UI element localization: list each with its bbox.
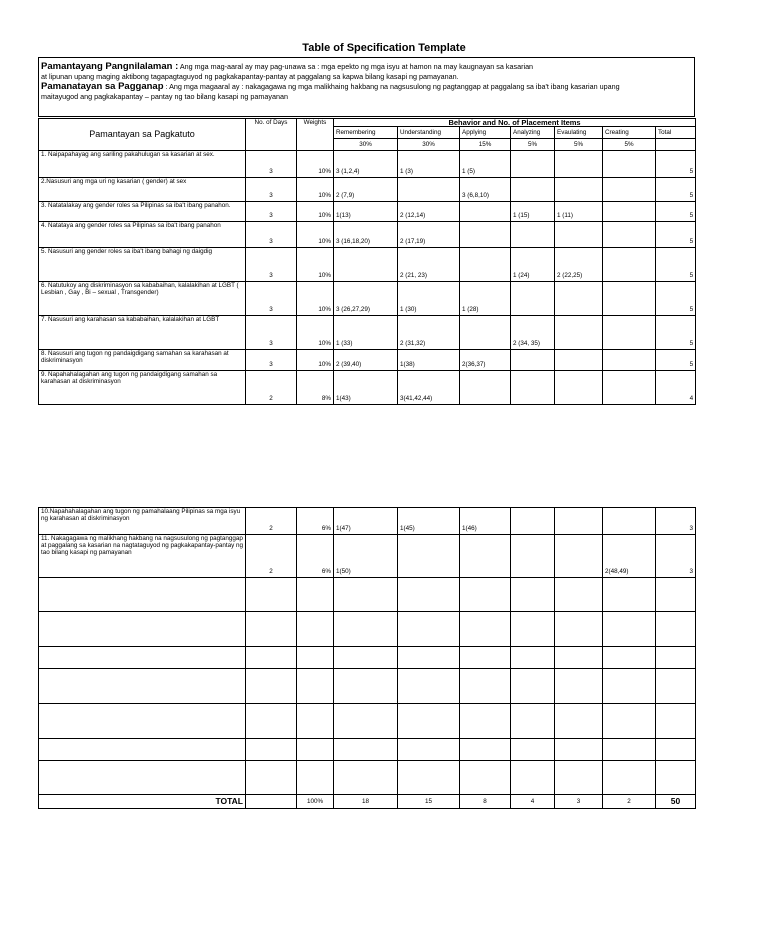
empty-cell [334, 739, 398, 761]
table-row [39, 222, 696, 248]
days-cell: 2 [246, 535, 297, 578]
days-cell: 3 [246, 316, 297, 350]
analyzing-cell: 1 (24) [511, 248, 555, 282]
content-standard-text: Ang mga mag-aaral ay may pag-unawa sa : mga epekto ng mga isyu at hamon na may kaugnayan sa kasarian [179, 62, 534, 71]
table-row [39, 316, 696, 350]
empty-cell [334, 612, 398, 647]
empty-cell [603, 739, 656, 761]
empty-cell [555, 578, 603, 612]
empty-cell [460, 578, 511, 612]
empty-cell [656, 612, 696, 647]
remembering-cell: 1(13) [334, 202, 398, 222]
weight-cell: 6% [297, 508, 334, 535]
analyzing-cell: 2 (34, 35) [511, 316, 555, 350]
empty-cell [603, 578, 656, 612]
total-cell: 5 [656, 178, 696, 202]
page-title: Table of Specification Template [302, 42, 466, 54]
empty-cell [334, 647, 398, 669]
weight-cell: 10% [297, 350, 334, 371]
performance-standard-cont: maitayugod ang pagkakapantay – pantay ng tao bilang kasapi ng pamayanan [41, 92, 288, 101]
understanding-cell: 2 (21, 23) [398, 248, 460, 282]
weight-cell: 10% [297, 282, 334, 316]
level-applying: Applying [460, 127, 511, 139]
empty-cell [511, 647, 555, 669]
empty-cell [460, 704, 511, 739]
total-cell: 5 [656, 202, 696, 222]
specification-table [38, 118, 696, 405]
empty-cell [39, 739, 246, 761]
table-row [39, 202, 696, 222]
competency-cell: 8. Nasusuri ang tugon ng pandaigdigang samahan sa karahasan at diskriminasyon [39, 350, 246, 371]
applying-cell [460, 248, 511, 282]
applying-cell: 3 (6,8,10) [460, 178, 511, 202]
weight-cell: 10% [297, 202, 334, 222]
pct-applying: 15% [460, 139, 511, 151]
total-creating-cell: 2 [603, 795, 656, 809]
pct-evaluating: 5% [555, 139, 603, 151]
totals-row [39, 795, 696, 809]
creating-cell: 2(48,49) [603, 535, 656, 578]
creating-cell [603, 508, 656, 535]
understanding-cell: 1(45) [398, 508, 460, 535]
total-label: TOTAL [39, 795, 246, 809]
level-understanding: Understanding [398, 127, 460, 139]
empty-cell [246, 761, 297, 795]
empty-cell [460, 669, 511, 704]
empty-cell [39, 612, 246, 647]
table-row [39, 178, 696, 202]
total-cell: 5 [656, 350, 696, 371]
level-remembering: Remembering [334, 127, 398, 139]
empty-cell [603, 647, 656, 669]
total-cell: 3 [656, 535, 696, 578]
total-cell: 5 [656, 248, 696, 282]
weight-cell: 10% [297, 316, 334, 350]
table-row [39, 350, 696, 371]
total-cell: 5 [656, 151, 696, 178]
competency-cell: 1. Naipapahayag ang sariling pakahulugan sa kasarian at sex. [39, 151, 246, 178]
empty-cell [297, 647, 334, 669]
performance-standard-text: : Ang mga magaaral ay : nakagagawa ng mga malikhaing hakbang na nagsusulong ng pagtanggap at paggalang sa iba't ibang kasarian upang [165, 82, 620, 91]
total-cell: 5 [656, 222, 696, 248]
total-cell: 5 [656, 316, 696, 350]
total-understanding-cell: 15 [398, 795, 460, 809]
evaluating-cell: 2 (22,25) [555, 248, 603, 282]
remembering-cell: 1(47) [334, 508, 398, 535]
empty-cell [246, 739, 297, 761]
empty-cell [555, 669, 603, 704]
empty-cell [246, 612, 297, 647]
empty-row [39, 739, 696, 761]
total-header: Total [656, 127, 696, 139]
applying-cell [460, 222, 511, 248]
applying-cell: 1(46) [460, 508, 511, 535]
days-cell: 3 [246, 222, 297, 248]
empty-cell [656, 647, 696, 669]
total-weight-cell: 100% [297, 795, 334, 809]
empty-cell [297, 669, 334, 704]
pct-creating: 5% [603, 139, 656, 151]
days-cell: 3 [246, 282, 297, 316]
empty-cell [656, 578, 696, 612]
understanding-cell [398, 178, 460, 202]
creating-cell [603, 350, 656, 371]
competency-cell: 2.Nasusuri ang mga uri ng kasarian ( gender) at sex [39, 178, 246, 202]
empty-cell [297, 578, 334, 612]
remembering-cell: 2 (39,40) [334, 350, 398, 371]
competency-cell: 10.Napahahalagahan ang tugon ng pamahalaang Pilipinas sa mga isyu ng karahasan at diskriminasyon [39, 508, 246, 535]
evaluating-cell [555, 316, 603, 350]
content-standard-cont: at lipunan upang maging aktibong tagapagtaguyod ng pagkakapantay-pantay at paggalang sa kapwa bilang kasapi ng pamayanan. [41, 72, 459, 81]
weight-cell: 10% [297, 178, 334, 202]
empty-cell [246, 578, 297, 612]
competency-header: Pamantayan sa Pagkatuto [39, 119, 246, 151]
evaluating-cell [555, 282, 603, 316]
empty-cell [656, 669, 696, 704]
empty-cell [511, 578, 555, 612]
pct-remembering: 30% [334, 139, 398, 151]
grand-total-cell: 50 [656, 795, 696, 809]
remembering-cell: 3 (26,27,29) [334, 282, 398, 316]
empty-cell [297, 612, 334, 647]
applying-cell [460, 316, 511, 350]
weight-cell: 10% [297, 248, 334, 282]
weight-cell: 6% [297, 535, 334, 578]
empty-cell [511, 761, 555, 795]
empty-cell [334, 578, 398, 612]
empty-cell [460, 612, 511, 647]
empty-cell [460, 761, 511, 795]
empty-row [39, 578, 696, 612]
empty-cell [398, 761, 460, 795]
competency-cell: 5. Nasusuri ang gender roles sa iba't ibang bahagi ng daigdig [39, 248, 246, 282]
understanding-cell: 2 (17,19) [398, 222, 460, 248]
table-row [39, 371, 696, 405]
empty-cell [39, 704, 246, 739]
empty-cell [398, 647, 460, 669]
weight-cell: 8% [297, 371, 334, 405]
total-remembering-cell: 18 [334, 795, 398, 809]
competency-cell: 3. Natatalakay ang gender roles sa Pilipinas sa iba't ibang panahon. [39, 202, 246, 222]
understanding-cell [398, 535, 460, 578]
total-cell: 3 [656, 508, 696, 535]
creating-cell [603, 248, 656, 282]
competency-cell: 11. Nakagagawa ng malikhang hakbang na nagsusulong ng pagtanggap at paggalang sa kasarian na nagtataguyod ng pagkakapantay-pantay ng tao bilang kasapi ng pamayanan [39, 535, 246, 578]
level-analyzing: Analyzing [511, 127, 555, 139]
analyzing-cell [511, 350, 555, 371]
remembering-cell: 3 (1,2,4) [334, 151, 398, 178]
empty-row [39, 761, 696, 795]
empty-cell [460, 647, 511, 669]
days-cell: 2 [246, 371, 297, 405]
pct-analyzing: 5% [511, 139, 555, 151]
understanding-cell: 1 (30) [398, 282, 460, 316]
creating-cell [603, 178, 656, 202]
competency-cell: 9. Napahahalagahan ang tugon ng pandaigdigang samahan sa karahasan at diskriminasyon [39, 371, 246, 405]
empty-row [39, 647, 696, 669]
applying-cell [460, 371, 511, 405]
creating-cell [603, 282, 656, 316]
applying-cell [460, 535, 511, 578]
evaluating-cell [555, 350, 603, 371]
empty-cell [398, 612, 460, 647]
total-evaluating-cell: 3 [555, 795, 603, 809]
table-row [39, 248, 696, 282]
analyzing-cell [511, 371, 555, 405]
empty-cell [555, 647, 603, 669]
empty-cell [39, 761, 246, 795]
days-cell: 3 [246, 350, 297, 371]
applying-cell: 1 (5) [460, 151, 511, 178]
creating-cell [603, 222, 656, 248]
empty-cell [297, 761, 334, 795]
remembering-cell: 2 (7,9) [334, 178, 398, 202]
analyzing-cell [511, 508, 555, 535]
behavior-header: Behavior and No. of Placement Items [334, 119, 696, 127]
remembering-cell: 1 (33) [334, 316, 398, 350]
weight-cell: 10% [297, 151, 334, 178]
pct-understanding: 30% [398, 139, 460, 151]
performance-standard-label: Pamanatayan sa Pagganap [41, 82, 164, 92]
total-analyzing-cell: 4 [511, 795, 555, 809]
total-cell: 4 [656, 371, 696, 405]
level-evaluating: Evaulating [555, 127, 603, 139]
understanding-cell: 1 (3) [398, 151, 460, 178]
empty-cell [656, 761, 696, 795]
days-cell: 3 [246, 202, 297, 222]
performance-standard [41, 82, 692, 92]
empty-cell [656, 739, 696, 761]
empty-cell [460, 739, 511, 761]
table-row [39, 535, 696, 578]
empty-cell [246, 647, 297, 669]
empty-cell [334, 761, 398, 795]
days-header: No. of Days [246, 119, 297, 151]
empty-cell [297, 704, 334, 739]
applying-cell: 2(36,37) [460, 350, 511, 371]
days-cell: 3 [246, 178, 297, 202]
empty-row [39, 704, 696, 739]
content-standard [41, 62, 692, 72]
empty-cell [603, 669, 656, 704]
analyzing-cell: 1 (15) [511, 202, 555, 222]
creating-cell [603, 151, 656, 178]
empty-cell [511, 739, 555, 761]
remembering-cell: 1(43) [334, 371, 398, 405]
empty-cell [511, 612, 555, 647]
empty-cell [246, 704, 297, 739]
remembering-cell: 3 (16,18,20) [334, 222, 398, 248]
analyzing-cell [511, 535, 555, 578]
table-row [39, 282, 696, 316]
evaluating-cell [555, 222, 603, 248]
empty-cell [39, 669, 246, 704]
evaluating-cell [555, 508, 603, 535]
analyzing-cell [511, 151, 555, 178]
empty-cell [246, 669, 297, 704]
total-applying-cell: 8 [460, 795, 511, 809]
empty-row [39, 612, 696, 647]
empty-cell [555, 704, 603, 739]
table-row [39, 508, 696, 535]
days-cell: 3 [246, 151, 297, 178]
empty-cell [39, 578, 246, 612]
level-creating: Creating [603, 127, 656, 139]
empty-cell [555, 761, 603, 795]
empty-cell [555, 612, 603, 647]
total-cell: 5 [656, 282, 696, 316]
empty-cell [656, 704, 696, 739]
creating-cell [603, 316, 656, 350]
empty-cell [398, 704, 460, 739]
competency-cell: 7. Nasusuri ang karahasan sa kababaihan, kalalakihan at LGBT [39, 316, 246, 350]
pct-total [656, 139, 696, 151]
table-row [39, 151, 696, 178]
content-standard-label: Pamantayang Pangnilalaman : [41, 62, 179, 72]
empty-cell [334, 669, 398, 704]
evaluating-cell [555, 371, 603, 405]
evaluating-cell [555, 151, 603, 178]
evaluating-cell [555, 178, 603, 202]
weight-cell: 10% [297, 222, 334, 248]
understanding-cell: 2 (12,14) [398, 202, 460, 222]
empty-cell [398, 669, 460, 704]
remembering-cell [334, 248, 398, 282]
competency-cell: 4. Natataya ang gender roles sa Pilipinas sa iba't ibang panahon [39, 222, 246, 248]
empty-cell [398, 578, 460, 612]
empty-cell [603, 704, 656, 739]
standards-box [38, 57, 695, 117]
weights-header: Weights [297, 119, 334, 151]
empty-cell [511, 704, 555, 739]
understanding-cell: 2 (31,32) [398, 316, 460, 350]
remembering-cell: 1(50) [334, 535, 398, 578]
days-cell: 3 [246, 248, 297, 282]
days-cell: 2 [246, 508, 297, 535]
empty-cell [555, 739, 603, 761]
empty-cell [511, 669, 555, 704]
analyzing-cell [511, 282, 555, 316]
analyzing-cell [511, 178, 555, 202]
analyzing-cell [511, 222, 555, 248]
empty-cell [39, 647, 246, 669]
evaluating-cell [555, 535, 603, 578]
empty-cell [603, 612, 656, 647]
evaluating-cell: 1 (11) [555, 202, 603, 222]
applying-cell: 1 (28) [460, 282, 511, 316]
empty-cell [334, 704, 398, 739]
empty-cell [398, 739, 460, 761]
empty-row [39, 669, 696, 704]
empty-cell [603, 761, 656, 795]
understanding-cell: 1(38) [398, 350, 460, 371]
applying-cell [460, 202, 511, 222]
empty-cell [297, 739, 334, 761]
creating-cell [603, 371, 656, 405]
understanding-cell: 3(41,42,44) [398, 371, 460, 405]
creating-cell [603, 202, 656, 222]
total-days-cell [246, 795, 297, 809]
competency-cell: 6. Natutukoy ang diskriminasyon sa kababaihan, kalalakihan at LGBT ( Lesbian , Gay , Bi – sexual , Transgender) [39, 282, 246, 316]
specification-table-continued [38, 507, 696, 809]
